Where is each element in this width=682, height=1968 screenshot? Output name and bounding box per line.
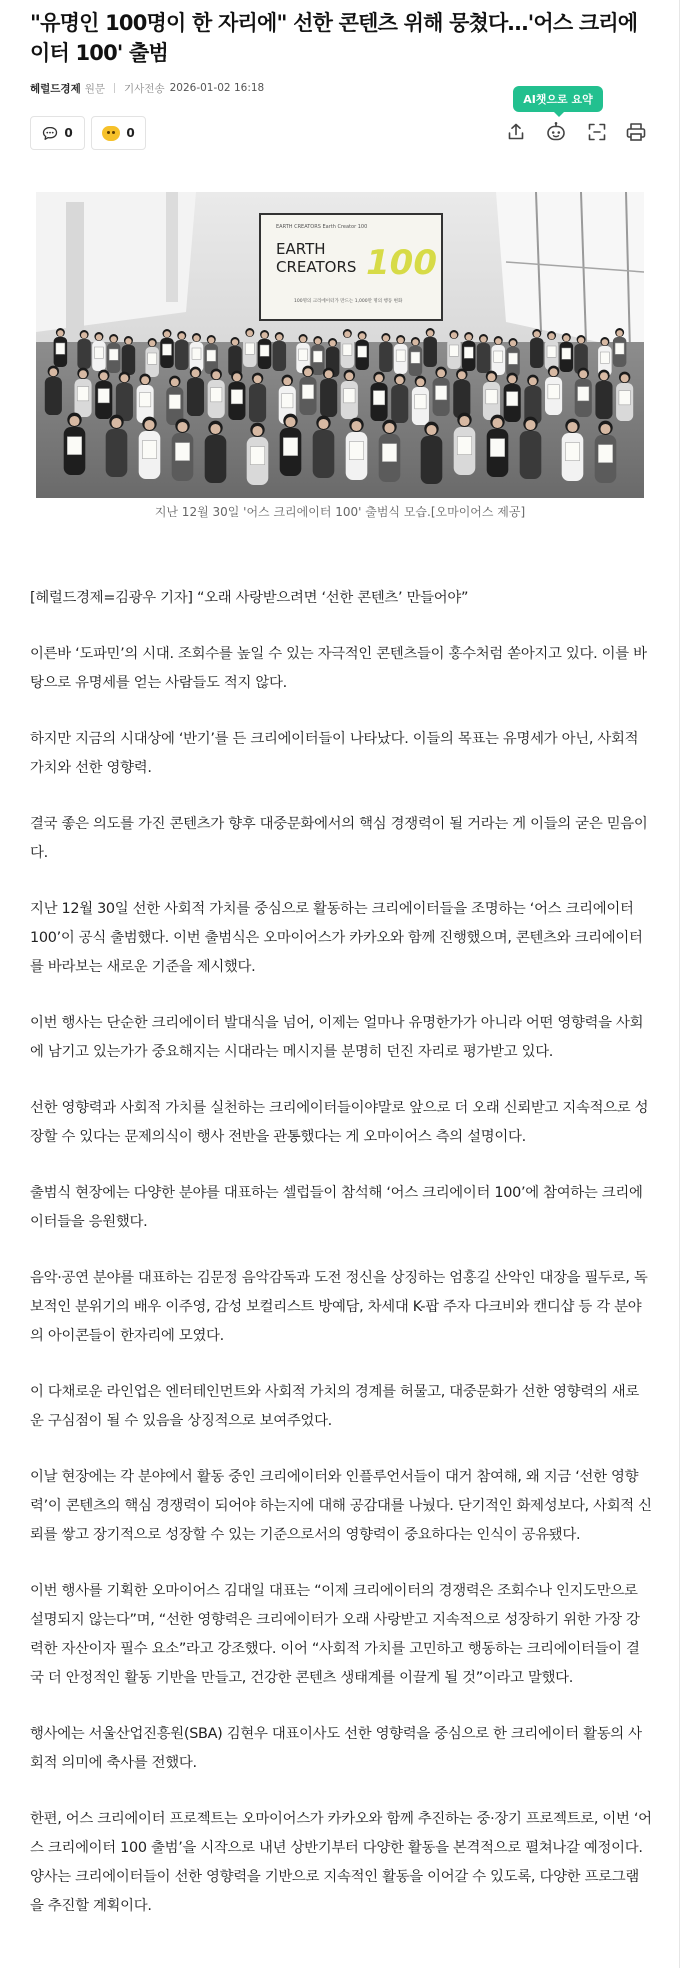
page-edge bbox=[679, 0, 680, 1968]
ai-summary-tooltip[interactable]: AI챗으로 요약 bbox=[513, 86, 603, 112]
article-paragraph: 이른바 ‘도파민’의 시대. 조회수를 높일 수 있는 자극적인 콘텐츠들이 홍수처럼 쏟아지고 있다. 이를 바탕으로 유명세를 얻는 사람들도 적지 않다. bbox=[30, 646, 647, 691]
sent-time: 2026-01-02 16:18 bbox=[169, 82, 265, 94]
photo-caption: 지난 12월 30일 '어스 크리에이터 100' 출범식 모습.[오마이어스 제공] bbox=[154, 505, 526, 519]
comment-icon bbox=[42, 126, 58, 141]
press-name[interactable]: 헤럴드경제 bbox=[30, 82, 81, 95]
event-photo-illustration bbox=[36, 192, 644, 498]
fit-screen-icon bbox=[587, 122, 607, 142]
article-paragraph: [헤럴드경제=김광우 기자] “오래 사랑받으려면 ‘선한 콘텐츠’ 만들어야” bbox=[30, 590, 469, 606]
article-meta bbox=[30, 80, 264, 96]
original-link[interactable]: 원문 bbox=[84, 82, 106, 95]
meta-divider bbox=[114, 83, 115, 93]
article-paragraph: 한편, 어스 크리에이터 프로젝트는 오마이어스가 카카오와 함께 추진하는 중·장기 프로젝트로, 이번 ‘어스 크리에이터 100 출범’을 시작으로 내년 상반기부터 다양한 활동을 본격적으로 펼쳐나갈 예정이다. 양사는 크리에이터들이 선한 영향력을 기반으로 지속적인 활동을 이어갈 수 있도록, 다양한 프로그램을 추진할 계획이다. bbox=[30, 1811, 652, 1914]
article-paragraph: 이날 현장에는 각 분야에서 활동 중인 크리에이터와 인플루언서들이 대거 참여해, 왜 지금 ‘선한 영향력’이 콘텐츠의 핵심 경쟁력이 되어야 하는지에 대해 공감대를 나눴다. 단기적인 화제성보다, 사회적 신뢰를 쌓고 장기적으로 성장할 수 있는 기준으로서의 영향력이 중요하다는 인식이 공유됐다. bbox=[30, 1469, 652, 1543]
article-photo bbox=[36, 192, 644, 498]
print-icon bbox=[625, 121, 647, 143]
emoji-reaction-icon bbox=[102, 126, 120, 141]
article-paragraph: 행사에는 서울산업진흥원(SBA) 김현우 대표이사도 선한 영향력을 중심으로 한 크리에이터 활동의 사회적 의미에 축사를 전했다. bbox=[30, 1726, 642, 1771]
share-icon bbox=[506, 122, 526, 142]
article-paragraph: 지난 12월 30일 선한 사회적 가치를 중심으로 활동하는 크리에이터들을 조명하는 ‘어스 크리에이터 100’이 공식 출범했다. 이번 출범식은 오마이어스가 카카오와 함께 진행했으며, 콘텐츠와 크리에이터를 바라보는 새로운 기준을 제시했다. bbox=[30, 901, 643, 975]
article-paragraph: 이번 행사를 기획한 오마이어스 김대일 대표는 “이제 크리에이터의 경쟁력은 조회수나 인지도만으로 설명되지 않는다”며, “선한 영향력은 크리에이터가 오래 사랑받고 지속적으로 성장하기 위한 가장 강력한 자산이자 필수 요소”라고 강조했다. 이어 “사회적 가치를 고민하고 행동하는 크리에이터들이 결국 더 안정적인 활동 기반을 만들고, 건강한 콘텐츠 생태계를 이끌게 될 것”이라고 말했다. bbox=[30, 1583, 640, 1686]
reaction-count: 0 bbox=[126, 126, 135, 140]
article-paragraph: 결국 좋은 의도를 가진 콘텐츠가 향후 대중문화에서의 핵심 경쟁력이 될 거라는 게 이들의 굳은 믿음이다. bbox=[30, 816, 648, 861]
share-button[interactable] bbox=[503, 119, 529, 145]
screen-title-2: CREATORS bbox=[276, 258, 357, 276]
comment-button[interactable] bbox=[30, 116, 85, 150]
article-headline: "유명인 100명이 한 자리에" 선한 콘텐츠 위해 뭉쳤다…'어스 크리에이터 100' 출범 bbox=[30, 11, 638, 65]
article-paragraph: 하지만 지금의 시대상에 ‘반기’를 든 크리에이터들이 나타났다. 이들의 목표는 유명세가 아닌, 사회적 가치와 선한 영향력. bbox=[30, 731, 639, 776]
print-button[interactable] bbox=[623, 119, 649, 145]
article-paragraph: 출범식 현장에는 다양한 분야를 대표하는 셀럽들이 참석해 ‘어스 크리에이터 100’에 참여하는 크리에이터들을 응원했다. bbox=[30, 1185, 643, 1230]
reaction-button[interactable] bbox=[91, 116, 146, 150]
article-paragraph: 이번 행사는 단순한 크리에이터 발대식을 넘어, 이제는 얼마나 유명한가가 아니라 어떤 영향력을 사회에 남기고 있는가가 중요해지는 시대라는 메시지를 분명히 던진 자리로 평가받고 있다. bbox=[30, 1015, 644, 1060]
comment-count: 0 bbox=[64, 126, 73, 140]
article-body bbox=[30, 584, 652, 1948]
screen-small-text: EARTH CREATORS Earth Creator 100 bbox=[276, 224, 368, 230]
screen-subtitle: 100명의 크리에이터가 만드는 1,000만 명의 행동 변화 bbox=[294, 299, 403, 304]
fit-screen-button[interactable] bbox=[584, 119, 610, 145]
screen-logo: 100 bbox=[366, 243, 437, 283]
ai-chat-icon bbox=[545, 121, 567, 143]
article-paragraph: 선한 영향력과 사회적 가치를 실천하는 크리에이터들이야말로 앞으로 더 오래 신뢰받고 지속적으로 성장할 수 있다는 문제의식이 행사 전반을 관통했다는 게 오마이어스 측의 설명이다. bbox=[30, 1100, 649, 1145]
ai-chat-button[interactable] bbox=[543, 119, 569, 145]
article-paragraph: 음악·공연 분야를 대표하는 김문정 음악감독과 도전 정신을 상징하는 엄홍길 산악인 대장을 필두로, 독보적인 분위기의 배우 이주영, 감성 보컬리스트 방예담, 차세대 K-팝 주자 다크비와 캔디샵 등 각 분야의 아이콘들이 한자리에 모였다. bbox=[30, 1270, 648, 1344]
sent-label: 기사전송 bbox=[124, 82, 165, 95]
article-paragraph: 이 다채로운 라인업은 엔터테인먼트와 사회적 가치의 경계를 허물고, 대중문화가 선한 영향력의 새로운 구심점이 될 수 있음을 상징적으로 보여주었다. bbox=[30, 1384, 639, 1429]
screen-title-1: EARTH bbox=[276, 240, 326, 258]
